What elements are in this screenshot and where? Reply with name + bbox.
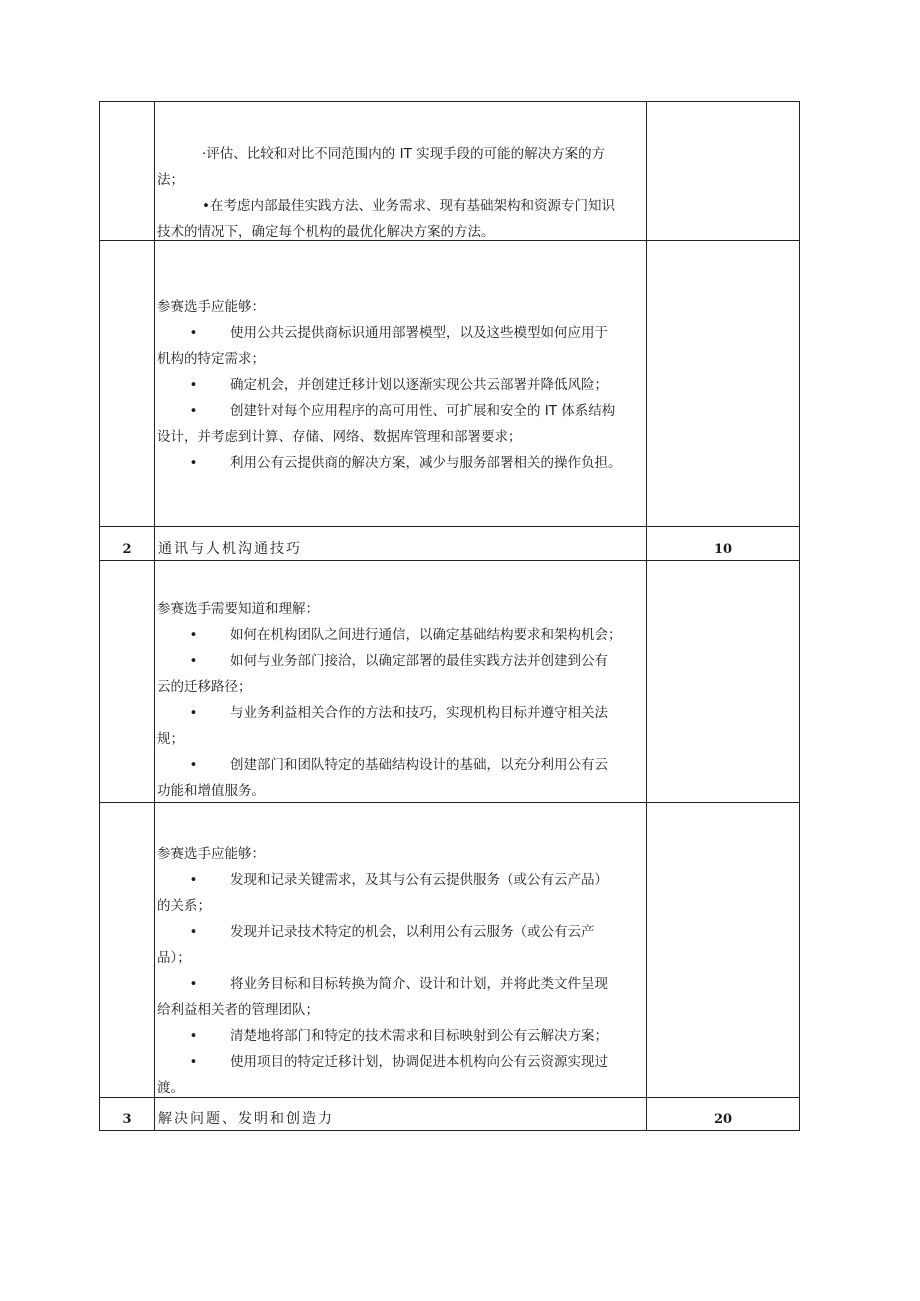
table-row: [99, 240, 800, 526]
list-item: • 使用项目的特定迁移计划，协调促进本机构向公有云资源实现过: [189, 1054, 608, 1070]
list-item: • 利用公有云提供商的解决方案，减少与服务部署相关的操作负担。: [189, 455, 622, 471]
section-score: 20: [713, 1112, 733, 1127]
list-item: • 与业务利益相关合作的方法和技巧，实现机构目标并遵守相关法: [189, 705, 608, 721]
row-content: [155, 241, 646, 526]
table-row: [99, 560, 800, 802]
list-item: • 创建针对每个应用程序的高可用性、可扩展和安全的 IT 体系结构: [189, 403, 616, 419]
list-item: • 确定机会，并创建迁移计划以逐渐实现公共云部署并降低风险；: [189, 377, 608, 393]
list-item: 设计，并考虑到计算、存储、网络、数据库管理和部署要求；: [157, 429, 522, 445]
list-item: 功能和增值服务。: [157, 783, 265, 799]
list-item: • 发现和记录关键需求，及其与公有云提供服务（或公有云产品）: [189, 872, 608, 888]
list-item: 云的迁移路径；: [157, 679, 252, 695]
row-content: [155, 803, 646, 1097]
lead-text: 参赛选手应能够：: [157, 299, 265, 315]
section-title: 通讯与人机沟通技巧: [158, 541, 302, 557]
list-item: ·评估、比较和对比不同范围内的 IT 实现手段的可能的解决方案的方: [202, 146, 606, 162]
table-row: [99, 802, 800, 1097]
list-item: • 发现并记录技术特定的机会，以利用公有云服务（或公有云产: [189, 924, 595, 940]
list-item: 机构的特定需求；: [157, 351, 265, 367]
list-item: 技术的情况下，确定每个机构的最优化解决方案的方法。: [157, 224, 495, 240]
section-number: 3: [122, 1112, 132, 1127]
list-item: • 如何与业务部门接洽，以确定部署的最佳实践方法并创建到公有: [189, 653, 608, 669]
section-title: 解决问题、发明和创造力: [158, 1111, 334, 1127]
criteria-table: [99, 101, 800, 1131]
row-content: [155, 102, 646, 240]
table-row: [99, 101, 800, 240]
list-item: 渡。: [157, 1080, 184, 1096]
list-item: • 如何在机构团队之间进行通信，以确定基础结构要求和架构机会；: [189, 627, 622, 643]
lead-text: 参赛选手应能够：: [157, 846, 265, 862]
lead-text: 参赛选手需要知道和理解：: [157, 601, 319, 617]
list-item: • 清楚地将部门和特定的技术需求和目标映射到公有云解决方案；: [189, 1028, 608, 1044]
section-number: 2: [122, 542, 132, 557]
list-item: • 将业务目标和目标转换为简介、设计和计划，并将此类文件呈现: [189, 976, 608, 992]
section-header-row: [99, 1097, 800, 1131]
row-content: [155, 561, 646, 802]
section-score: 10: [713, 542, 733, 557]
list-item: 法；: [157, 172, 184, 188]
list-item: 的关系；: [157, 898, 211, 914]
list-item: 规；: [157, 731, 184, 747]
section-header-row: [99, 526, 800, 560]
list-item: • 创建部门和团队特定的基础结构设计的基础，以充分利用公有云: [189, 757, 608, 773]
list-item: 品）；: [157, 950, 191, 966]
list-item: •在考虑内部最佳实践方法、业务需求、现有基础架构和资源专门知识: [202, 198, 615, 214]
list-item: • 使用公共云提供商标识通用部署模型，以及这些模型如何应用于: [189, 325, 608, 341]
list-item: 给利益相关者的管理团队；: [157, 1002, 319, 1018]
